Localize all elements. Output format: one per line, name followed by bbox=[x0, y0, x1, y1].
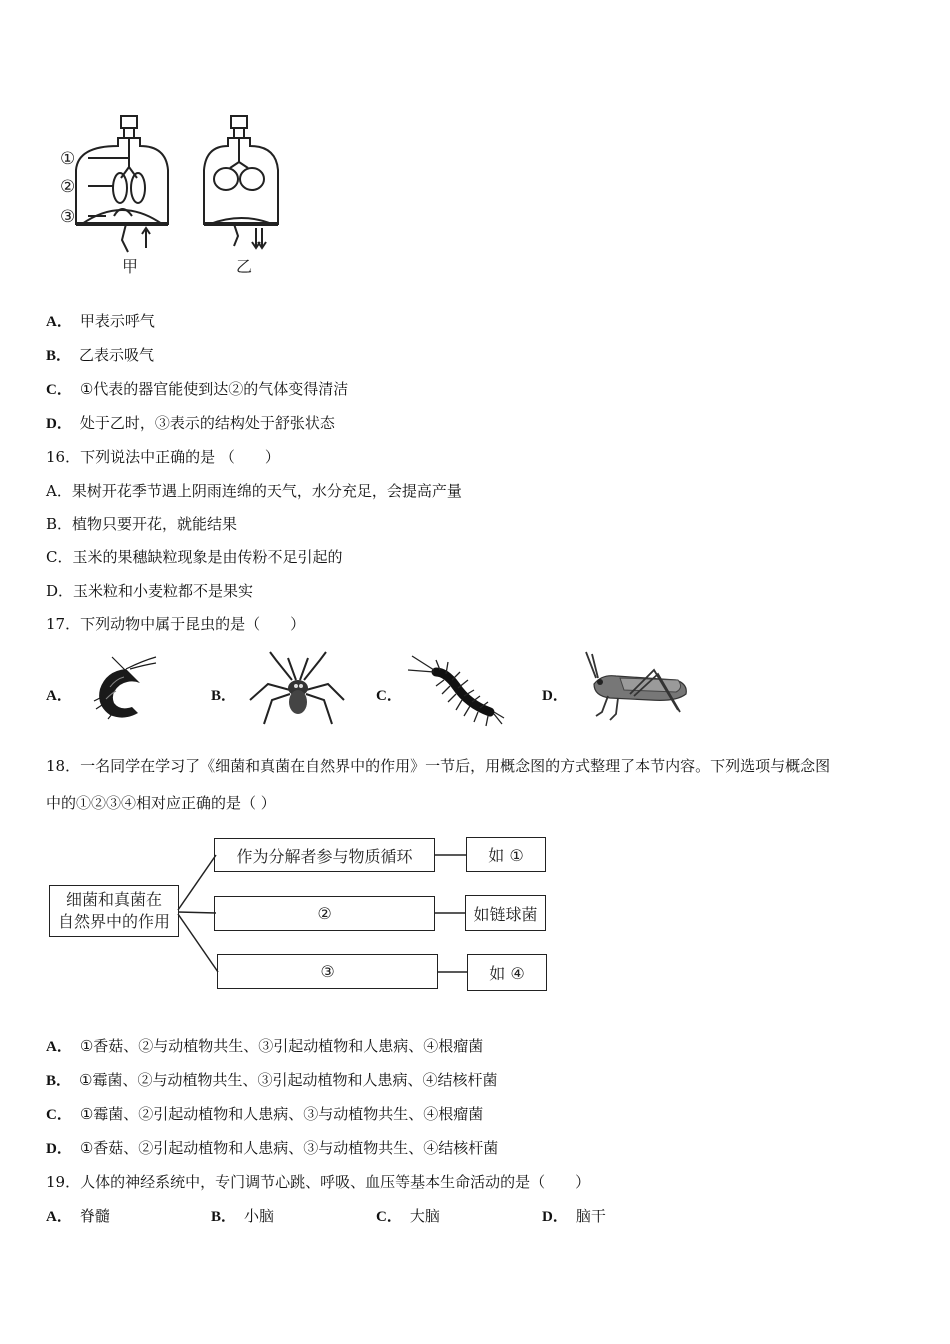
concept-right-box-3: 如 ④ bbox=[467, 954, 547, 991]
figure-label-3: ③ bbox=[60, 207, 76, 227]
q18-stem-line1: 18．一名同学在学习了《细菌和真菌在自然界中的作用》一节后，用概念图的方式整理了本节内容。下列选项与概念图 bbox=[46, 757, 831, 775]
figure-caption-jia: 甲 bbox=[122, 257, 139, 276]
q16-option-b: B．植物只要开花，就能结果 bbox=[46, 515, 238, 533]
concept-mid-box-1: 作为分解者参与物质循环 bbox=[214, 838, 435, 872]
q18-option-a: A． ①香菇、②与动植物共生、③引起动植物和人患病、④根瘤菌 bbox=[46, 1037, 484, 1055]
q16-stem: 16．下列说法中正确的是 （ ） bbox=[46, 448, 280, 466]
concept-root-line2: 自然界中的作用 bbox=[57, 912, 170, 931]
concept-right-box-2: 如链球菌 bbox=[465, 895, 546, 931]
q19-option-b: B． 小脑 bbox=[211, 1207, 275, 1225]
q15-option-c: C． ①代表的器官能使到达②的气体变得清洁 bbox=[46, 380, 349, 398]
q19-option-d: D． 脑干 bbox=[542, 1207, 606, 1225]
q16-option-c: C．玉米的果穗缺粒现象是由传粉不足引起的 bbox=[46, 548, 343, 566]
figure-label-1: ① bbox=[60, 149, 76, 169]
q17-option-c: C． bbox=[376, 688, 402, 704]
figure-label-2: ② bbox=[60, 177, 76, 197]
q19-stem: 19．人体的神经系统中，专门调节心跳、呼吸、血压等基本生命活动的是（ ） bbox=[46, 1173, 591, 1191]
q16-option-d: D．玉米粒和小麦粒都不是果实 bbox=[46, 582, 254, 600]
q17-option-b: B． bbox=[211, 688, 237, 704]
q17-stem: 17．下列动物中属于昆虫的是（ ） bbox=[46, 615, 306, 633]
q15-option-b: B． 乙表示吸气 bbox=[46, 346, 155, 364]
q18-option-c: C． ①霉菌、②引起动植物和人患病、③与动植物共生、④根瘤菌 bbox=[46, 1105, 484, 1123]
q19-option-c: C． 大脑 bbox=[376, 1207, 440, 1225]
q18-option-d: D． ①香菇、②引起动植物和人患病、③与动植物共生、④结核杆菌 bbox=[46, 1139, 499, 1157]
concept-right-box-1: 如 ① bbox=[466, 837, 546, 872]
concept-root-box bbox=[49, 885, 179, 937]
concept-root-line1: 细菌和真菌在 bbox=[65, 890, 162, 909]
q17-option-d: D． bbox=[542, 688, 568, 704]
q18-stem-line2: 中的①②③④相对应正确的是（ ） bbox=[46, 794, 276, 812]
q16-option-a: A．果树开花季节遇上阴雨连绵的天气，水分充足，会提高产量 bbox=[46, 482, 462, 500]
q15-option-d: D． 处于乙时，③表示的结构处于舒张状态 bbox=[46, 414, 335, 432]
q17-option-a: A． bbox=[46, 688, 72, 704]
q19-option-a: A． 脊髓 bbox=[46, 1207, 110, 1225]
concept-mid-box-2: ② bbox=[214, 896, 435, 931]
q18-option-b: B． ①霉菌、②与动植物共生、③引起动植物和人患病、④结核杆菌 bbox=[46, 1071, 498, 1089]
q15-option-a: A． 甲表示呼气 bbox=[46, 312, 155, 330]
concept-mid-box-3: ③ bbox=[217, 954, 438, 989]
figure-caption-yi: 乙 bbox=[236, 257, 253, 276]
